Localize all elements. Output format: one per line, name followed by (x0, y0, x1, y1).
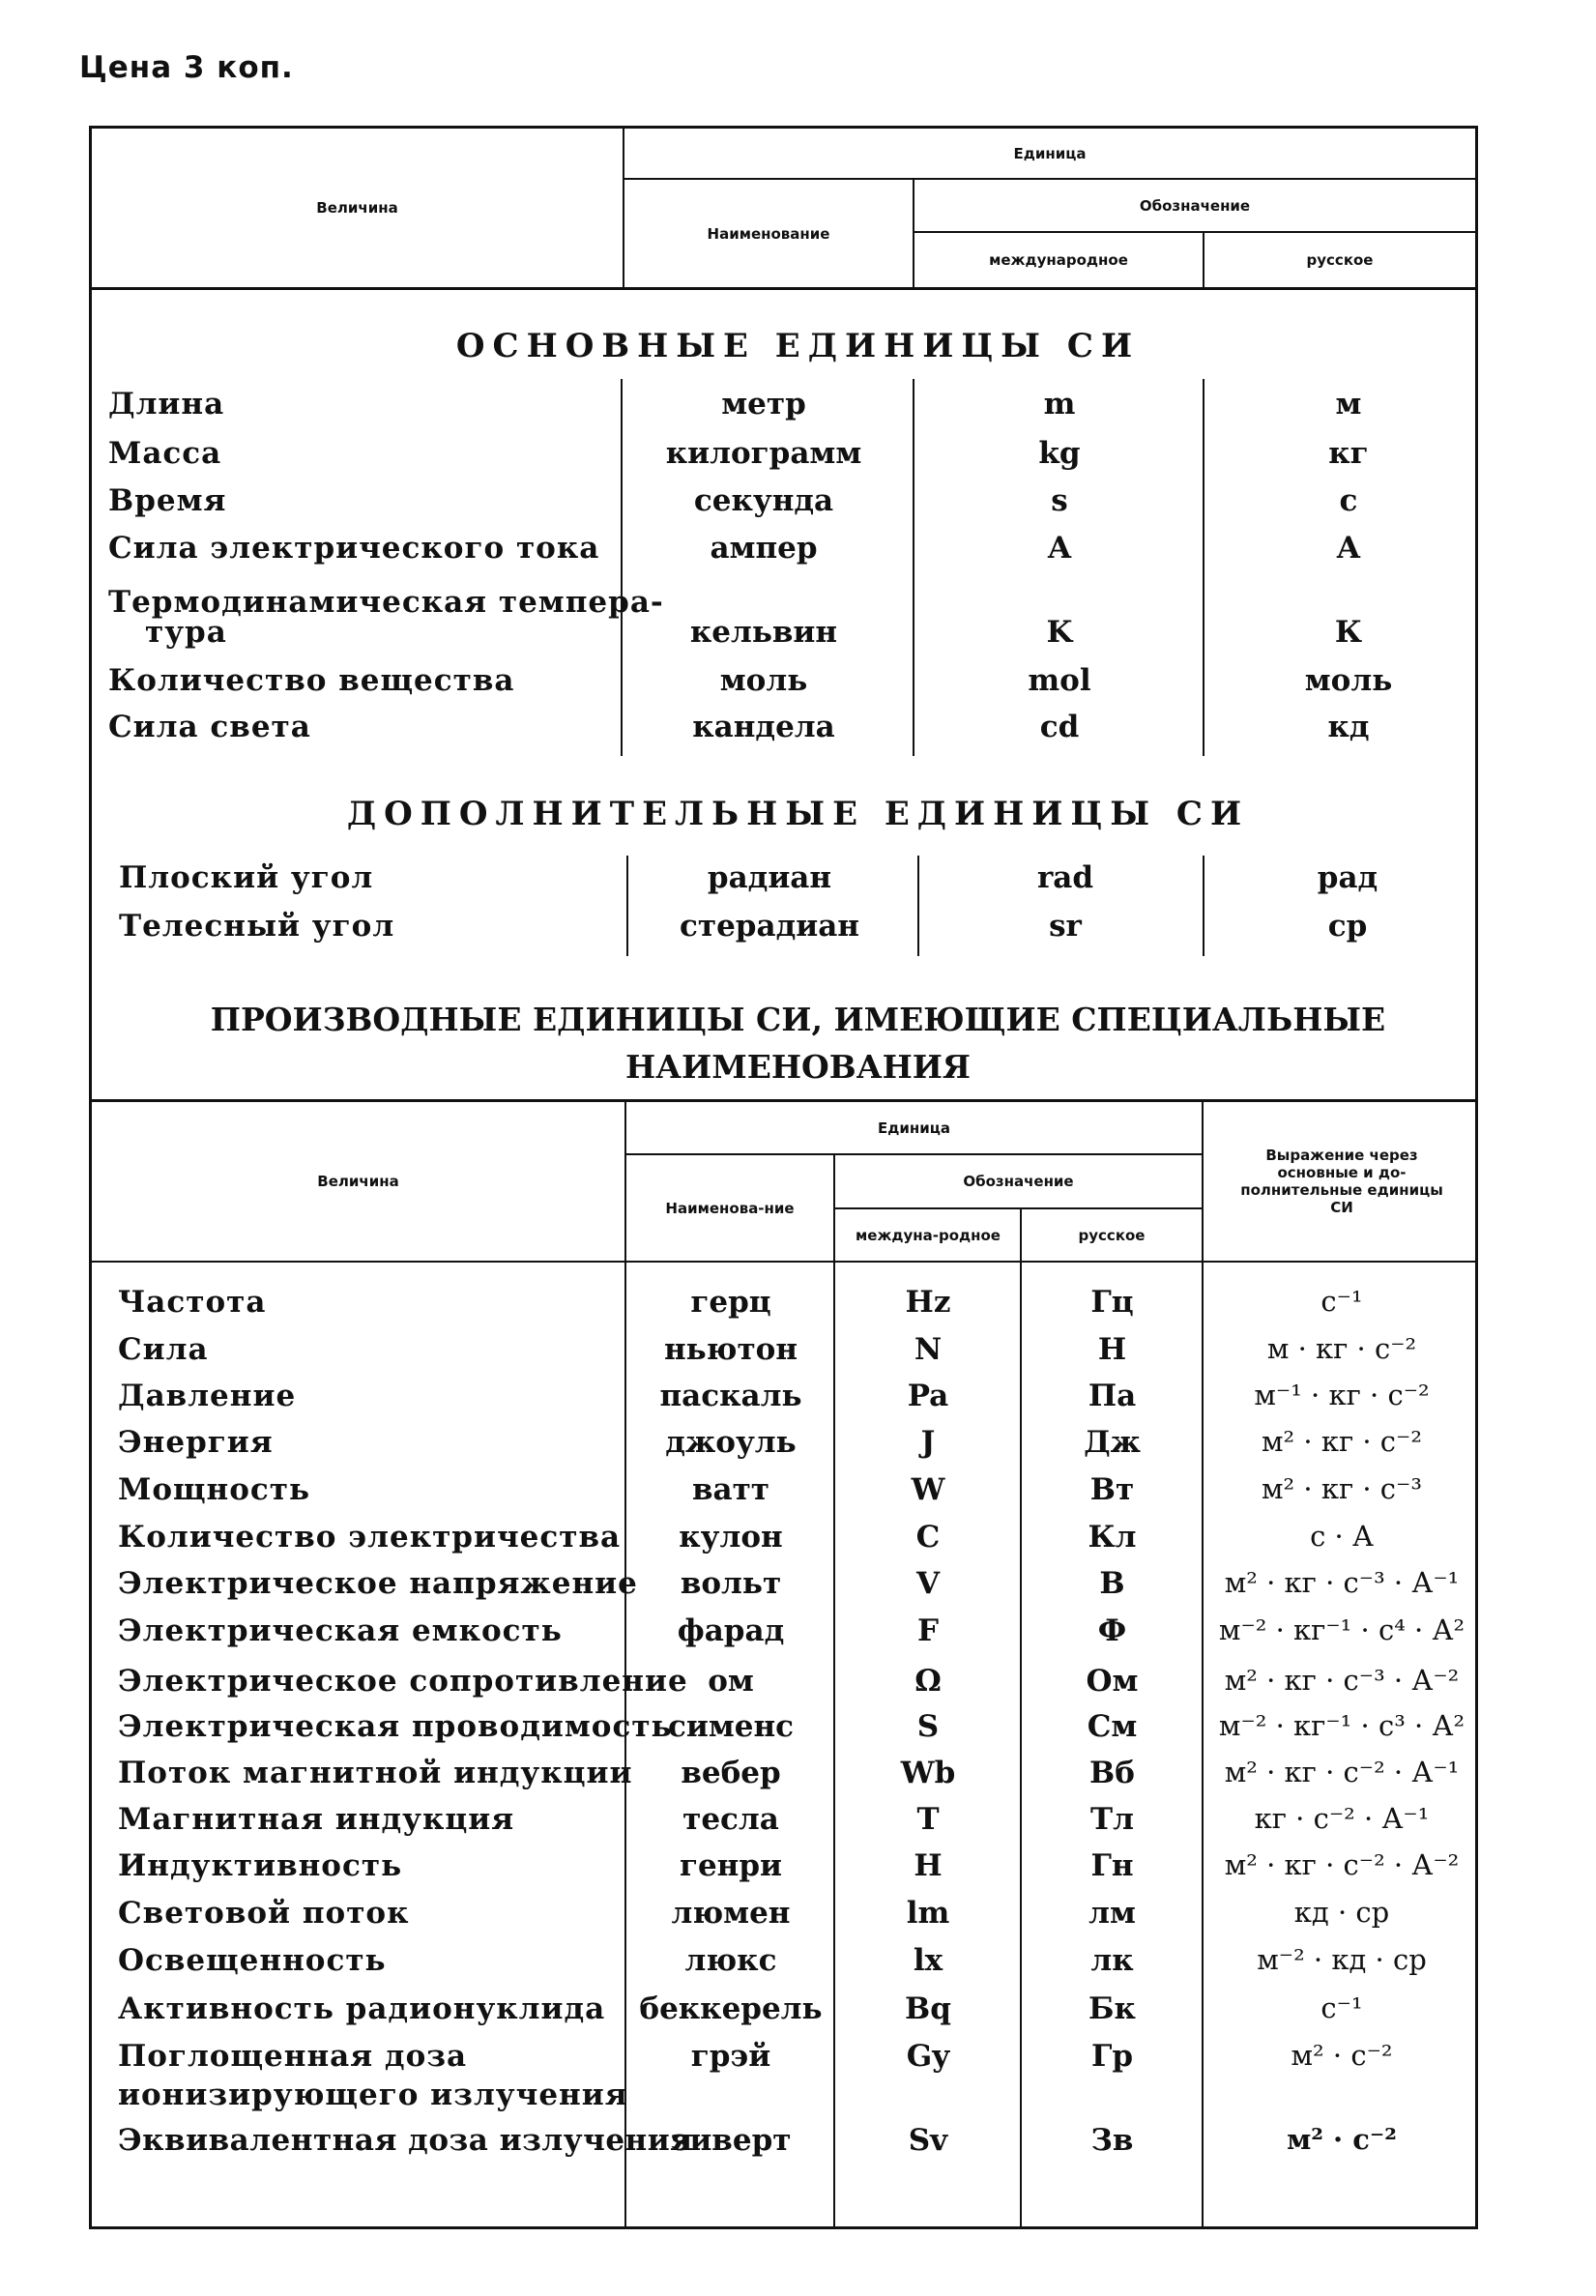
rus-symbol-cell: кг (1328, 436, 1369, 471)
expression-cell: м² · кг · с⁻³ (1262, 1472, 1422, 1505)
table-row (0, 1943, 1596, 1988)
intl-symbol-cell: lm (906, 1896, 950, 1931)
section-title-derived: ПРОИЗВОДНЫЕ ЕДИНИЦЫ СИ, ИМЕЮЩИЕ СПЕЦИАЛЬНЫЕ (210, 1001, 1386, 1038)
rus-symbol-cell: Кл (1088, 1520, 1137, 1555)
intl-symbol-cell: Sv (908, 2123, 948, 2158)
quantity-cell: Индуктивность (118, 1848, 403, 1883)
header-unit: Единица (1013, 144, 1087, 162)
table-row (0, 1566, 1596, 1611)
unit-name-cell: стерадиан (680, 909, 859, 944)
header2-international: междуна-родное (856, 1226, 1001, 1244)
intl-symbol-cell: Hz (905, 1285, 951, 1320)
rus-symbol-cell: с (1339, 483, 1358, 518)
unit-name-cell: грэй (690, 2039, 771, 2074)
price-label: Цена 3 коп. (79, 50, 294, 85)
header-russian: русское (1306, 251, 1374, 269)
unit-name-cell: фарад (677, 1613, 785, 1648)
intl-symbol-cell: Gy (906, 2039, 950, 2074)
unit-name-cell: метр (721, 387, 806, 421)
expression-cell: м · кг · с⁻² (1266, 1332, 1417, 1365)
expression-cell: м⁻² · кд · ср (1257, 1943, 1427, 1976)
table-row (0, 483, 1596, 528)
quantity-cell: Электрическое сопротивление (118, 1664, 688, 1699)
quantity-cell: Сила света (108, 710, 311, 744)
quantity-cell: Сила (118, 1332, 209, 1367)
unit-name-cell: сименс (667, 1709, 795, 1744)
expression-cell: м² · кг · с⁻² · А⁻¹ (1224, 1756, 1460, 1788)
expression-cell: м² · кг · с⁻³ · А⁻¹ (1224, 1566, 1460, 1599)
expression-cell: м⁻² · кг⁻¹ · с⁴ · А² (1218, 1613, 1465, 1646)
header2-expression: Выражение через основные и до-полнительные единицы СИ (1240, 1147, 1443, 1216)
unit-name-cell: радиан (707, 860, 832, 895)
header-name: Наименование (707, 224, 830, 243)
table-row (0, 1332, 1596, 1377)
expression-cell: с⁻¹ (1320, 1285, 1363, 1318)
quantity-cell: Давление (118, 1379, 297, 1413)
quantity-cell: Масса (108, 436, 222, 471)
unit-name-cell: беккерель (639, 1991, 823, 2026)
table-row (0, 1379, 1596, 1423)
quantity-cell: Длина (108, 387, 225, 421)
intl-symbol-cell: cd (1039, 710, 1080, 744)
unit-name-cell: килограмм (665, 436, 862, 471)
table-row (0, 1991, 1596, 2036)
rus-symbol-cell: Гр (1090, 2039, 1134, 2074)
intl-symbol-cell: F (916, 1613, 939, 1648)
expression-cell: м² · с⁻² (1291, 2039, 1393, 2072)
rus-symbol-cell: Н (1097, 1332, 1127, 1367)
unit-name-cell: ньютон (663, 1332, 798, 1367)
quantity-cell: Сила электрического тока (108, 531, 600, 566)
table-row (0, 710, 1596, 754)
rus-symbol-cell: Ом (1086, 1664, 1139, 1699)
header-bottom-rule (89, 287, 1478, 290)
table-row (0, 1848, 1596, 1893)
intl-symbol-cell: S (916, 1709, 940, 1744)
rus-symbol-cell: Па (1088, 1379, 1137, 1413)
section-title-derived-continued: НАИМЕНОВАНИЯ (624, 1048, 972, 1086)
quantity-cell: Термодинамическая темпера- (108, 585, 664, 620)
table-row (0, 2123, 1596, 2167)
intl-symbol-cell: lx (913, 1943, 943, 1978)
quantity-cell: Энергия (118, 1425, 274, 1460)
unit-name-cell: кандела (692, 710, 835, 744)
header-quantity: Величина (316, 199, 398, 217)
intl-symbol-cell: A (1047, 531, 1072, 566)
unit-name-cell: тесла (682, 1802, 779, 1837)
rus-symbol-cell: ср (1327, 909, 1368, 944)
unit-name-cell: паскаль (659, 1379, 802, 1413)
rus-symbol-cell: К (1334, 615, 1363, 650)
table-row (0, 387, 1596, 431)
quantity-cell: Электрическое напряжение (118, 1566, 638, 1601)
expression-cell: м² · кг · с⁻² · А⁻² (1224, 1848, 1460, 1881)
rus-symbol-cell: рад (1317, 860, 1378, 895)
expression-cell: м⁻¹ · кг · с⁻² (1254, 1379, 1430, 1411)
rus-symbol-cell: Дж (1084, 1425, 1141, 1460)
rus-symbol-cell: А (1336, 531, 1361, 566)
rus-symbol-cell: лм (1088, 1896, 1136, 1931)
unit-name-cell: герц (690, 1285, 771, 1320)
table-row (0, 1709, 1596, 1754)
quantity-cell: Частота (118, 1285, 267, 1320)
section-title-supplementary: ДОПОЛНИТЕЛЬНЫЕ ЕДИНИЦЫ СИ (346, 795, 1250, 833)
table-row (0, 436, 1596, 480)
intl-symbol-cell: W (911, 1472, 945, 1507)
quantity-cell: Освещенность (118, 1943, 387, 1978)
unit-name-cell: джоуль (665, 1425, 797, 1460)
table-row (0, 1896, 1596, 1940)
intl-symbol-cell: Wb (900, 1756, 956, 1790)
quantity-cell: Телесный угол (119, 909, 395, 944)
table-row (0, 2078, 1596, 2122)
table-row (0, 1756, 1596, 1800)
rus-symbol-cell: Вб (1089, 1756, 1135, 1790)
intl-symbol-cell: C (915, 1520, 941, 1555)
unit-name-cell: ампер (710, 531, 818, 566)
rus-symbol-cell: Зв (1090, 2123, 1134, 2158)
rus-symbol-cell: кд (1327, 710, 1370, 744)
quantity-cell: Время (108, 483, 227, 518)
expression-cell: кг · с⁻² · А⁻¹ (1254, 1802, 1430, 1835)
rus-symbol-cell: Тл (1090, 1802, 1134, 1837)
intl-symbol-cell: V (915, 1566, 941, 1601)
table-row (0, 1520, 1596, 1564)
unit-name-cell: вебер (681, 1756, 781, 1790)
expression-cell: с⁻¹ (1320, 1991, 1363, 2024)
rus-symbol-cell: лк (1090, 1943, 1134, 1978)
intl-symbol-cell: mol (1028, 663, 1091, 698)
header2-name: Наименова-ние (665, 1199, 795, 1217)
quantity-cell: Эквивалентная доза излучения (118, 2123, 693, 2158)
rus-symbol-cell: В (1099, 1566, 1125, 1601)
unit-name-cell: ом (708, 1664, 754, 1699)
unit-name-cell: вольт (680, 1566, 782, 1601)
header2-russian: русское (1078, 1226, 1146, 1244)
rus-symbol-cell: Вт (1089, 1472, 1135, 1507)
unit-name-cell: генри (679, 1848, 783, 1883)
header-international: международное (989, 251, 1128, 269)
unit-name-cell: секунда (693, 483, 834, 518)
intl-symbol-cell: s (1051, 483, 1068, 518)
intl-symbol-cell: Ω (914, 1664, 942, 1699)
header-designation: Обозначение (1139, 196, 1251, 215)
intl-symbol-cell: K (1046, 615, 1073, 650)
intl-symbol-cell: m (1043, 387, 1076, 421)
expression-cell: с · А (1310, 1520, 1374, 1553)
header2-unit: Единица (878, 1119, 950, 1137)
unit-name-cell: моль (719, 663, 808, 698)
intl-symbol-cell: H (914, 1848, 943, 1883)
intl-symbol-cell: Bq (905, 1991, 951, 2026)
table-row (0, 1664, 1596, 1708)
expression-cell: кд · ср (1293, 1896, 1390, 1929)
unit-name-cell: кельвин (689, 615, 838, 650)
quantity-cell: Магнитная индукция (118, 1802, 515, 1837)
quantity-cell: Мощность (118, 1472, 311, 1507)
rus-symbol-cell: моль (1304, 663, 1393, 698)
rus-symbol-cell: Ф (1097, 1613, 1127, 1648)
unit-name-cell: кулон (679, 1520, 783, 1555)
quantity-cell: Количество вещества (108, 663, 515, 698)
rus-symbol-cell: См (1087, 1709, 1138, 1744)
table-row (0, 909, 1596, 953)
unit-name-cell: ватт (691, 1472, 770, 1507)
rus-symbol-cell: Гн (1090, 1848, 1134, 1883)
rus-symbol-cell: м (1335, 387, 1362, 421)
unit-name-cell: люмен (671, 1896, 791, 1931)
quantity-cell: Количество электричества (118, 1520, 622, 1555)
quantity-cell-continued: тура (145, 615, 227, 650)
intl-symbol-cell: N (914, 1332, 943, 1367)
table-row (0, 615, 1596, 659)
unit-name-cell: люкс (684, 1943, 777, 1978)
intl-symbol-cell: kg (1038, 436, 1081, 471)
expression-cell: м⁻² · кг⁻¹ · с³ · А² (1218, 1709, 1465, 1742)
quantity-cell: Поглощенная доза (118, 2039, 468, 2074)
intl-symbol-cell: sr (1049, 909, 1082, 944)
header2-quantity: Величина (317, 1173, 399, 1190)
expression-cell: м² · с⁻² (1287, 2123, 1397, 2156)
header2-designation: Обозначение (963, 1173, 1074, 1190)
quantity-cell-continued: ионизирующего излучения (118, 2078, 628, 2112)
expression-cell: м² · кг · с⁻³ · А⁻² (1224, 1664, 1460, 1697)
quantity-cell: Электрическая емкость (118, 1613, 563, 1648)
table-row (0, 1802, 1596, 1846)
quantity-cell: Световой поток (118, 1896, 410, 1931)
quantity-cell: Плоский угол (119, 860, 374, 895)
quantity-cell: Электрическая проводимость (118, 1709, 673, 1744)
rus-symbol-cell: Гц (1090, 1285, 1134, 1320)
intl-symbol-cell: Pa (907, 1379, 949, 1413)
table-row (0, 860, 1596, 905)
section-title-base: ОСНОВНЫЕ ЕДИНИЦЫ СИ (455, 327, 1141, 365)
header2-bottom-rule (89, 1261, 1478, 1263)
expression-cell: м² · кг · с⁻² (1262, 1425, 1422, 1458)
intl-symbol-cell: T (916, 1802, 940, 1837)
intl-symbol-cell: J (920, 1425, 936, 1460)
table-row (0, 1472, 1596, 1517)
intl-symbol-cell: rad (1036, 860, 1094, 895)
table-row (0, 531, 1596, 575)
table-row (0, 663, 1596, 708)
rus-symbol-cell: Бк (1088, 1991, 1136, 2026)
table-row (0, 1425, 1596, 1469)
quantity-cell: Активность радионуклида (118, 1991, 606, 2026)
quantity-cell: Поток магнитной индукции (118, 1756, 633, 1790)
unit-name-cell: зиверт (670, 2123, 792, 2158)
table-row (0, 1613, 1596, 1658)
table-row (0, 1285, 1596, 1329)
